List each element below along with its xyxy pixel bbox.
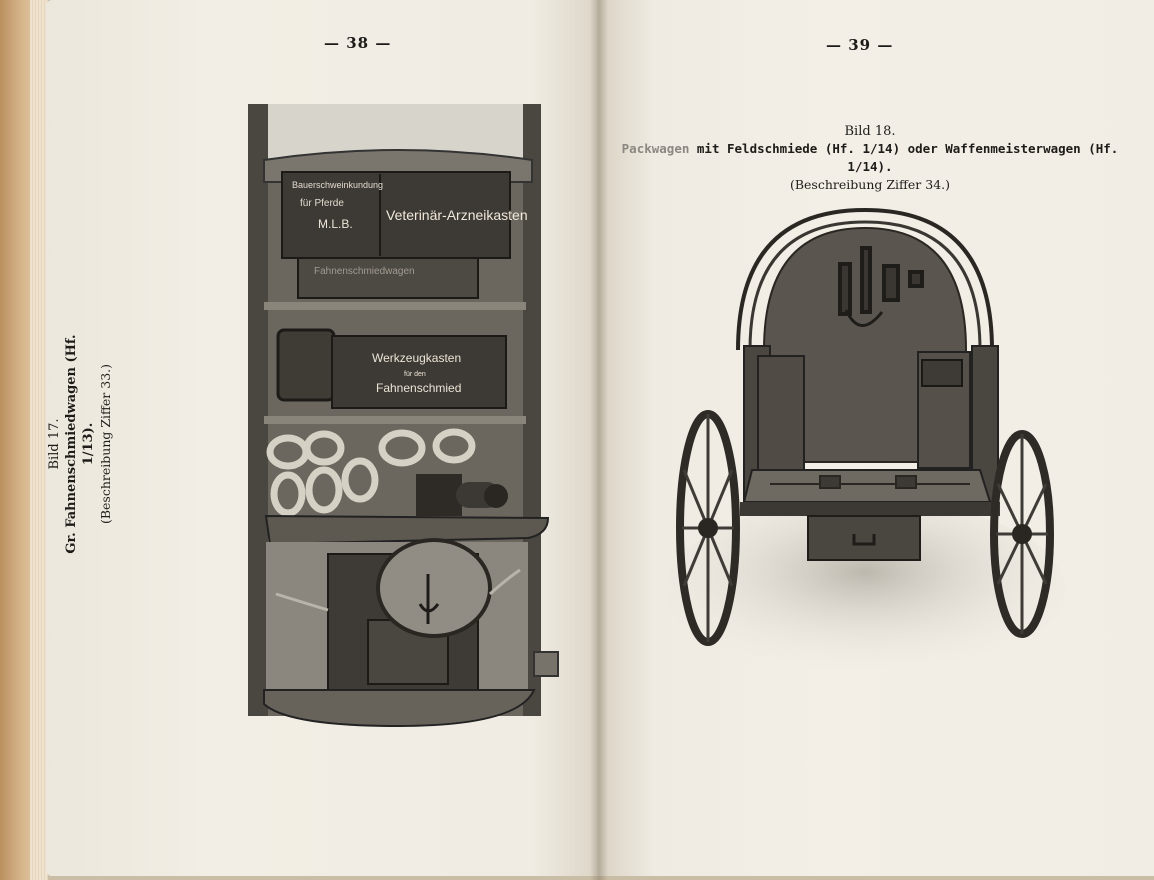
box-label-top-left-2: für Pferde [300, 198, 344, 209]
right-figure-title-struck: Packwagen [621, 141, 690, 156]
right-figure-title-rest: mit Feldschmiede (Hf. 1/14) oder Waffenmeisterwagen (Hf. 1/14). [689, 141, 1119, 174]
book-gutter [590, 0, 608, 880]
right-page-number: — 39 — [826, 36, 894, 54]
right-figure-title [610, 140, 1130, 176]
box-label-top-left-1: Bauerschweinkundung [292, 180, 384, 190]
box-label-tools-2: für den [404, 371, 426, 378]
box-label-veterinary: Veterinär-Arzneikasten [386, 207, 528, 223]
left-figure-title: Gr. Fahnenschmiedwagen (Hf. 1/13). [64, 334, 96, 554]
left-page-number: — 38 — [324, 34, 392, 52]
right-figure-description: (Beschreibung Ziffer 34.) [789, 177, 951, 192]
left-figure-number: Bild 17. [47, 418, 62, 470]
right-figure-number: Bild 18. [844, 124, 896, 139]
right-figure-caption [610, 124, 1130, 194]
box-label-tools-3: Fahnenschmied [376, 381, 462, 395]
smithy-wagon-photo [248, 104, 568, 734]
left-figure-description: (Beschreibung Ziffer 33.) [98, 363, 113, 525]
forge-wagon-photo [660, 200, 1070, 670]
left-figure-caption [46, 314, 114, 574]
box-label-top-left-3: M.L.B. [318, 217, 353, 231]
box-label-tools-1: Werkzeugkasten [372, 351, 462, 365]
box-label-under: Fahnenschmiedwagen [314, 266, 415, 277]
